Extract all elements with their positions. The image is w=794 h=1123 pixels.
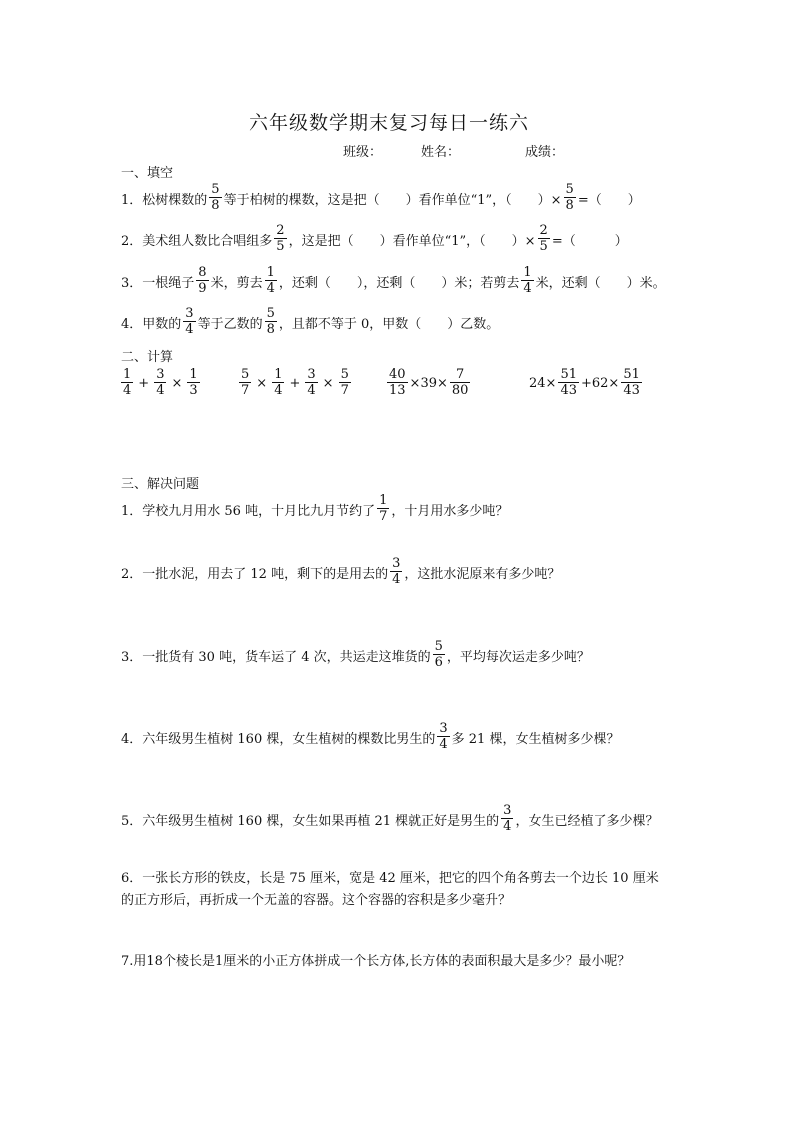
question-text: 3．一根绳子 xyxy=(121,275,195,291)
operator: +62× xyxy=(580,375,620,391)
problem-text: 4．六年级男生植树 160 棵，女生植树的棵数比男生的 xyxy=(121,731,436,747)
question-text: 等于乙数的 xyxy=(197,316,263,332)
fraction: $\frac{3}{4}$ xyxy=(307,367,316,398)
problem-6-line-2: 的正方形后，再折成一个无盖的容器。这个容器的容积是多少毫升？ xyxy=(121,893,512,908)
fraction: $\frac{2}{5}$ xyxy=(539,223,548,254)
section-heading-calculation: 二、计算 xyxy=(121,350,174,365)
question-text: 2．美术组人数比合唱组多 xyxy=(121,233,273,249)
question-text: =（ ） xyxy=(577,192,641,208)
fraction: $\frac{8}{9}$ xyxy=(198,265,207,296)
question-text: =（ ） xyxy=(551,233,628,249)
name-label: 姓名： xyxy=(421,145,461,160)
expression-2 xyxy=(237,368,353,398)
question-text: 等于柏树的棵数，这是把（ ）看作单位“1”，（ ）× xyxy=(223,192,562,208)
fraction: $\frac{1}{4}$ xyxy=(523,265,532,296)
fraction: $\frac{3}{4}$ xyxy=(392,556,401,587)
fraction: $\frac{5}{8}$ xyxy=(565,182,574,213)
expression-1 xyxy=(119,368,202,398)
problem-text: ，平均每次运走多少吨？ xyxy=(446,649,590,665)
fraction: $\frac{5}{7}$ xyxy=(340,367,349,398)
fraction: $\frac{5}{7}$ xyxy=(241,367,250,398)
problem-5 xyxy=(121,804,658,834)
question-text: 4．甲数的 xyxy=(121,316,182,332)
question-text: ，还剩（ ），还剩（ ）米；若剪去 xyxy=(278,275,520,291)
fraction: $\frac{3}{4}$ xyxy=(439,721,448,752)
question-3 xyxy=(121,266,666,296)
expression-3 xyxy=(385,368,472,398)
class-label: 班级： xyxy=(343,145,383,160)
problem-2 xyxy=(121,557,560,587)
fraction: $\frac{5}{6}$ xyxy=(434,639,443,670)
fraction: $\frac{2}{5}$ xyxy=(276,223,285,254)
operator: ×39× xyxy=(409,375,448,391)
question-text: ，且都不等于 0，甲数（ ）乙数。 xyxy=(278,316,500,332)
fraction: $\frac{7}{80}$ xyxy=(451,367,469,398)
problem-text: 多 21 棵，女生植树多少棵？ xyxy=(451,731,620,747)
question-text: 米，还剩（ ）米。 xyxy=(535,275,666,291)
section-heading-fill-in: 一、填空 xyxy=(121,166,174,181)
problem-7: 7.用18个棱长是1厘米的小正方体拼成一个长方体,长方体的表面积最大是多少？最小呢？ xyxy=(121,954,631,969)
problem-text: ，十月用水多少吨？ xyxy=(391,503,509,519)
problem-text: 3．一批货有 30 吨，货车运了 4 次，共运走这堆货的 xyxy=(121,649,431,665)
problem-1 xyxy=(121,494,508,524)
problem-text: ，女生已经植了多少棵？ xyxy=(515,813,659,829)
fraction: $\frac{51}{43}$ xyxy=(623,367,640,398)
problem-text: 2．一批水泥，用去了 12 吨，剩下的是用去的 xyxy=(121,566,389,582)
fraction: $\frac{1}{7}$ xyxy=(379,493,388,524)
problem-3 xyxy=(121,640,590,670)
section-heading-problems: 三、解决问题 xyxy=(121,477,200,492)
operator: + xyxy=(138,375,150,391)
question-2 xyxy=(121,224,628,254)
score-label: 成绩： xyxy=(525,145,565,160)
question-text: 米，剪去 xyxy=(210,275,263,291)
fraction: $\frac{5}{8}$ xyxy=(211,182,220,213)
page-title: 六年级数学期末复习每日一练六 xyxy=(249,112,530,134)
problem-text: 5．六年级男生植树 160 棵，女生如果再植 21 棵就正好是男生的 xyxy=(121,813,500,829)
question-text: ，这是把（ ）看作单位“1”，（ ）× xyxy=(288,233,536,249)
fraction: $\frac{51}{43}$ xyxy=(560,367,577,398)
problem-6-line-1: 6．一张长方形的铁皮，长是 75 厘米，宽是 42 厘米，把它的四个角各剪去一个边长 10 厘米 xyxy=(121,871,659,886)
operator: × xyxy=(171,375,183,391)
question-4 xyxy=(121,307,499,337)
problem-text: 1．学校九月用水 56 吨，十月比九月节约了 xyxy=(121,503,376,519)
operator: × xyxy=(322,375,334,391)
fraction: $\frac{3}{4}$ xyxy=(185,306,194,337)
operator: + xyxy=(289,375,301,391)
fraction: $\frac{1}{4}$ xyxy=(123,367,132,398)
fraction: $\frac{1}{4}$ xyxy=(266,265,275,296)
fraction: $\frac{3}{4}$ xyxy=(156,367,165,398)
fraction: $\frac{40}{13}$ xyxy=(389,367,406,398)
expression-4 xyxy=(529,368,644,398)
fraction: $\frac{5}{8}$ xyxy=(266,306,275,337)
question-text: 1．松树棵数的 xyxy=(121,192,208,208)
problem-text: ，这批水泥原来有多少吨？ xyxy=(404,566,561,582)
fraction: $\frac{1}{3}$ xyxy=(189,367,198,398)
operator: 24× xyxy=(529,375,557,391)
operator: × xyxy=(256,375,268,391)
fraction: $\frac{1}{4}$ xyxy=(274,367,283,398)
fraction: $\frac{3}{4}$ xyxy=(503,803,512,834)
problem-4 xyxy=(121,722,619,752)
question-1 xyxy=(121,183,641,213)
